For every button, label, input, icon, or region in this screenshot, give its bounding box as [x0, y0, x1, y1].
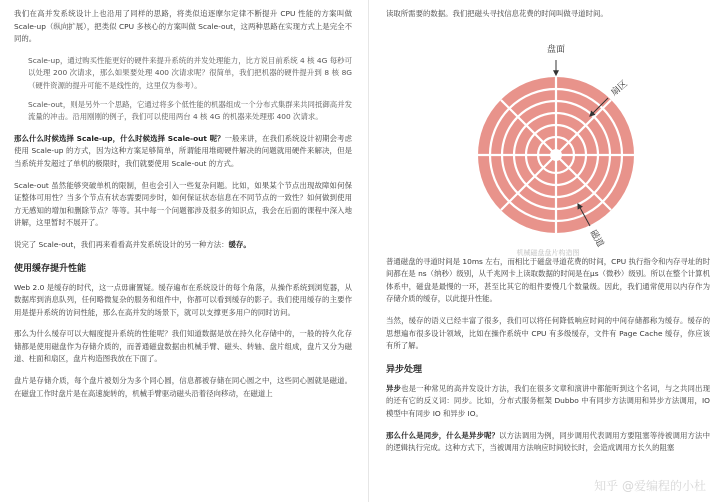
spindle	[550, 149, 562, 161]
bold-term: 异步	[386, 383, 402, 393]
quote-scale-up: Scale-up，通过购买性能更好的硬件来提升系统的并发处理能力，比方说目前系统 4 核 4G 每秒可以处理 200 次请求，那么如果要处理 400 次请求呢？很简单，我们把机器的硬件提升到 8 核 8G（硬件资源的提升可能不是线性的，这里仅为参考）。	[28, 55, 352, 90]
paragraph	[14, 239, 352, 252]
paragraph: 读取所需要的数据。我们把磁头寻找信息花费的时间叫做寻道时间。	[386, 9, 608, 18]
bold-question: 那么什么时候选择 Scale-up，什么时候选择 Scale-out 呢？	[14, 133, 225, 143]
platter-diagram	[386, 30, 710, 260]
paragraph: 那么为什么缓存可以大幅度提升系统的性能呢？我们知道数据是放在持久化存储中的，一般的持久化存储都是使用磁盘作为存储介质的，而普通磁盘数据由机械手臂、磁头、转轴、盘片组成，盘片又分为磁道、柱面和扇区，盘片构造图我放在下面了。	[14, 329, 352, 364]
label-track: 磁道	[587, 228, 606, 249]
figure-caption: 机械磁盘盘片构造图	[516, 248, 580, 257]
paragraph-text: 也是一种常见的高并发设计方法，我们在很多文章和演讲中都能听到这个名词，与之共同出现的还有它的反义词：同步。比如，分布式服务框架 Dubbo 中有同步方法调用和异步方法调用，IO 模型中有同步 IO 和异步 IO。	[386, 383, 710, 418]
paragraph: 盘片是存储介质，每个盘片被划分为多个同心圆，信息都被存储在同心圆之中，这些同心圆就是磁道。在磁盘工作时盘片是在高速旋转的，机械手臂驱动磁头沿着径向移动，在磁道上	[14, 376, 352, 398]
paragraph	[386, 383, 710, 421]
section-heading-cache: 使用缓存提升性能	[14, 263, 87, 274]
bold-term: 缓存。	[228, 239, 251, 249]
label-platter: 盘面	[546, 44, 566, 55]
watermark: 知乎 @爱编程的小杜	[594, 479, 706, 493]
quote-block	[14, 55, 352, 124]
left-column	[0, 0, 362, 409]
section-heading-async: 异步处理	[386, 364, 423, 375]
paragraph-text: 说完了 Scale-out，我们再来看看高并发系统设计的另一种方法：	[14, 239, 229, 249]
right-column	[374, 0, 720, 464]
label-sector: 扇区	[609, 78, 630, 98]
bold-question: 那么什么是同步，什么是异步呢？	[386, 430, 500, 440]
paragraph: Scale-out 虽然能够突破单机的限制，但也会引入一些复杂问题。比如，如果某个节点出现故障如何保证整体可用性？当多个节点有状态需要同步时，如何保证状态信息在不同节点的一致性？如何做到使用方无感知的增加和删除节点？等等。其中每一个问题都涉及很多的知识点，我会在后面的课程中深入地讲解，这里暂时不展开了。	[14, 180, 352, 228]
paragraph	[386, 430, 710, 455]
paragraph	[14, 133, 352, 171]
quote-scale-out: Scale-out，则是另外一个思路，它通过将多个低性能的机器组成一个分布式集群来共同抵御高并发流量的冲击。沿用刚刚的例子，我们可以使用两台 4 核 4G 的机器来处理那 400 次请求。	[28, 99, 352, 122]
column-divider	[368, 0, 369, 502]
paragraph: 我们在高并发系统设计上也沿用了同样的思路，将类似追逐摩尔定律不断提升 CPU 性能的方案叫做 Scale-up（纵向扩展），把类似 CPU 多核心的方案叫做 Scale-out，这两种思路在实现方式上是完全不同的。	[14, 9, 352, 44]
paragraph: Web 2.0 是缓存的时代，这一点毋庸置疑。缓存遍布在系统设计的每个角落，从操作系统到浏览器，从数据库到消息队列，任何略微复杂的服务和组件中，你都可以看到缓存的影子。我们使用缓存的主要作用是提升系统的访问性能，那么在高并发的场景下，就可以支撑更多用户的同时访问。	[14, 282, 352, 317]
paragraph-text: 以方法调用为例，同步调用代表调用方要阻塞等待被调用方法中的逻辑执行完成。这种方式下，当被调用方法响应时间较长时，会造成调用方长久的阻塞	[386, 430, 710, 453]
paragraph: 当然，缓存的语义已经丰富了很多，我们可以将任何降低响应时间的中间存储都称为缓存。缓存的思想遍布很多设计领域，比如在操作系统中 CPU 有多级缓存，文件有 Page Cache 缓存，你应该有所了解。	[386, 315, 710, 351]
paragraph: 普通磁盘的寻道时间是 10ms 左右，而相比于磁盘寻道花费的时间，CPU 执行指令和内存寻址的时间都在是 ns（纳秒）级别，从千兆网卡上读取数据的时间是在μs（微秒）级别。所以在整个计算机体系中，磁盘是最慢的一环，甚至比其它的组件要慢几个数量级。因此，我们通常使用以内存作为存储介质的缓存，以此提升性能。	[386, 256, 710, 304]
paragraph-text: 一般来讲，在我们系统设计初期会考虑使用 Scale-up 的方式，因为这种方案足够简单，所谓能用堆砌硬件解决的问题就用硬件来解决，但是当系统并发超过了单机的极限时，我们就要使用 Scale-out 的方式。	[14, 133, 352, 168]
disk-platter-figure	[386, 30, 710, 257]
